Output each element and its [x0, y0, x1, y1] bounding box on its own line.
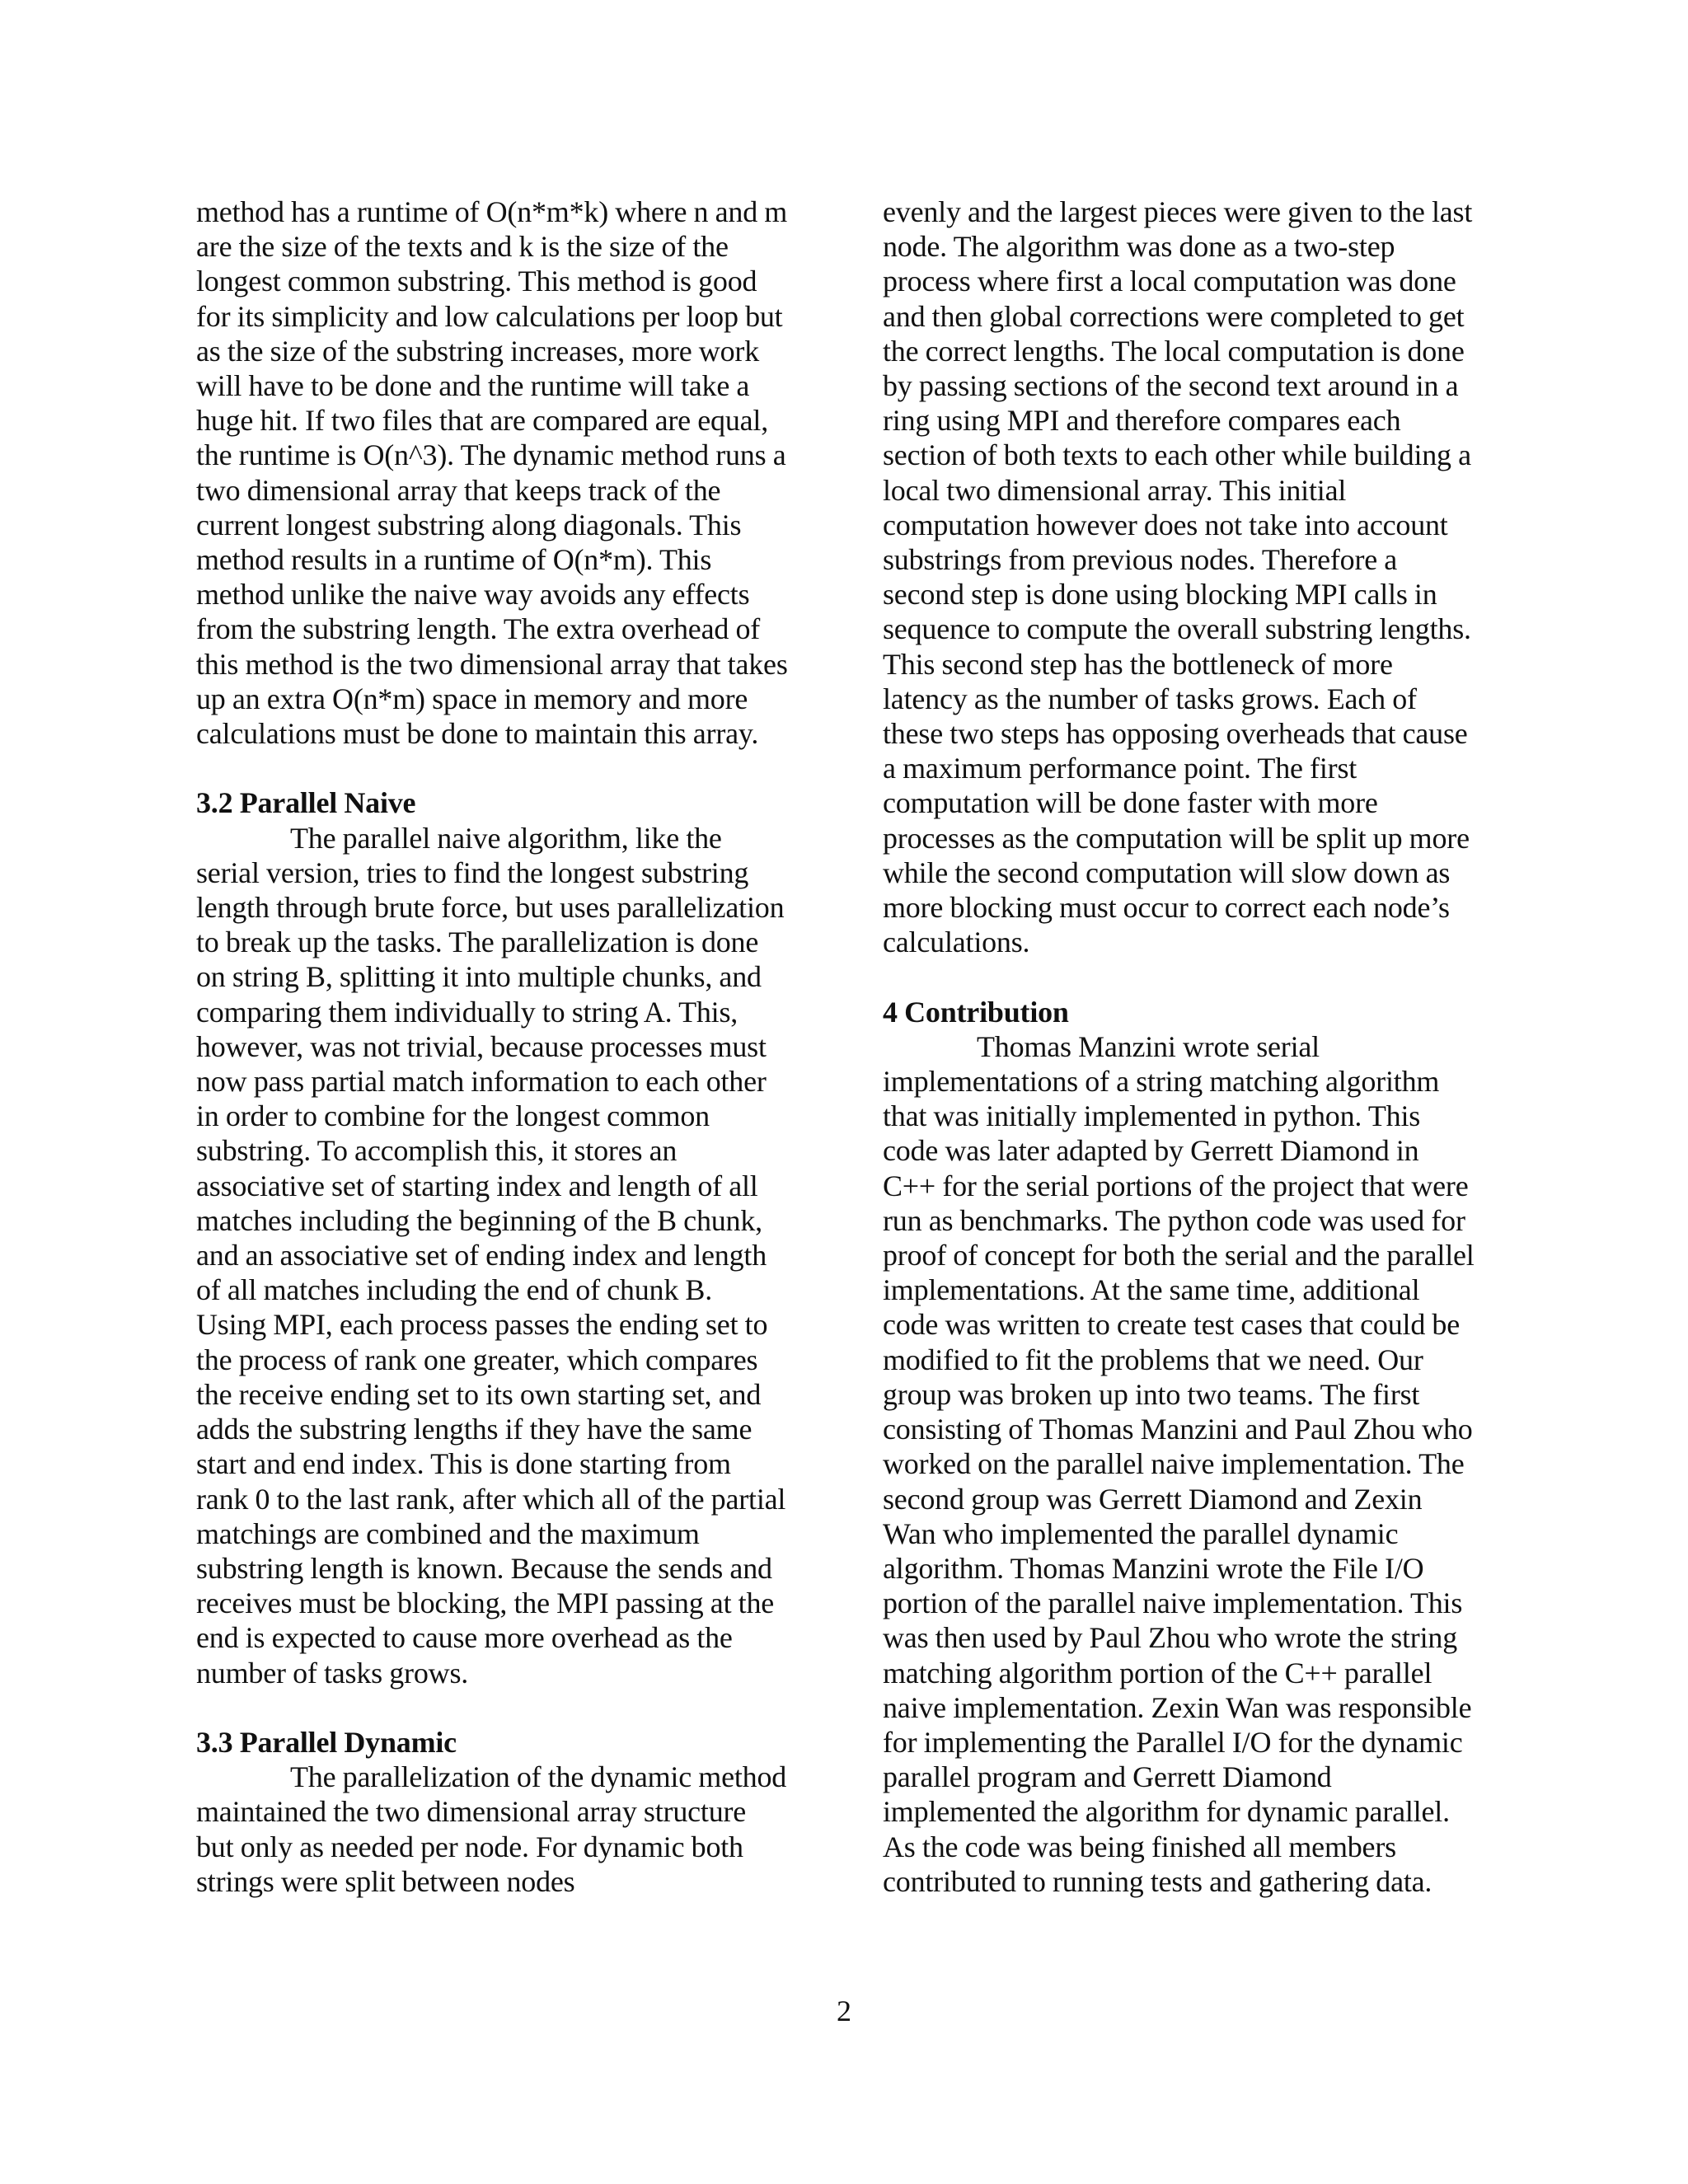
section-4-heading: 4 Contribution: [883, 995, 1069, 1029]
intro-paragraph: method has a runtime of O(n*m*k) where n and m are the size of the texts and k is the size of the longest common substring. This method is good for its simplicity and low calculations per loop but as the size of the substring increases, more work will have to be done and the runtime will take a huge hit. If two files that are compared are equal, the runtime is O(n^3). The dynamic method runs a two dimensional array that keeps track of the current longest substring along diagonals. This method results in a runtime of O(n*m). This method unlike the naive way avoids any effects from the substring length. The extra overhead of this method is the two dimensional array that takes up an extra O(n*m) space in memory and more calculations must be done to maintain this array.: [196, 195, 788, 751]
continued-paragraph: evenly and the largest pieces were given to the last node. The algorithm was done as a two-step process where first a local computation was done and then global corrections were completed to get the correct lengths. The local computation is done by passing sections of the second text around in a ring using MPI and therefore compares each section of both texts to each other while building a local two dimensional array. This initial computation however does not take into account substrings from previous nodes. Therefore a second step is done using blocking MPI calls in sequence to compute the overall substring lengths. This second step has the bottleneck of more latency as the number of tasks grows. Each of these two steps has opposing overheads that cause a maximum performance point. The first computation will be done faster with more processes as the computation will be split up more while the second computation will slow down as more blocking must occur to correct each node’s calculations.: [883, 195, 1473, 959]
section-3-3-heading: 3.3 Parallel Dynamic: [196, 1725, 457, 1759]
section-3-3-body: The parallelization of the dynamic method maintained the two dimensional array structure but only as needed per node. For dynamic both strings were split between nodes: [196, 1760, 787, 1898]
section-4-body: Thomas Manzini wrote serial implementations of a string matching algorithm that was initially implemented in python. This code was later adapted by Gerrett Diamond in C++ for the serial portions of the project that were run as benchmarks. The python code was used for proof of concept for both the serial and the parallel implementations. At the same time, additional code was written to create test cases that could be modified to fit the problems that we need. Our group was broken up into two teams. The first consisting of Thomas Manzini and Paul Zhou who worked on the parallel naive implementation. The second group was Gerrett Diamond and Zexin Wan who implemented the parallel dynamic algorithm. Thomas Manzini wrote the File I/O portion of the parallel naive implementation. This was then used by Paul Zhou who wrote the string matching algorithm portion of the C++ parallel naive implementation. Zexin Wan was responsible for implementing the Parallel I/O for the dynamic parallel program and Gerrett Diamond implemented the algorithm for dynamic parallel. As the code was being finished all members contributed to running tests and gathering data.: [883, 1029, 1475, 1898]
section-3-2-heading: 3.2 Parallel Naive: [196, 786, 416, 820]
paragraph-gap: [196, 1690, 788, 1725]
right-column: [883, 194, 1475, 1899]
paragraph-gap: [196, 751, 788, 785]
page-number: 2: [837, 1994, 851, 2027]
paragraph-gap: [883, 959, 1475, 994]
left-column: [196, 194, 788, 1899]
section-3-2-body: The parallel naive algorithm, like the serial version, tries to find the longest substring length through brute force, but uses parallelization to break up the tasks. The parallelization is done on string B, splitting it into multiple chunks, and comparing them individually to string A. This, however, was not trivial, because processes must now pass partial match information to each other in order to combine for the longest common substring. To accomplish this, it stores an associative set of starting index and length of all matches including the beginning of the B chunk, and an associative set of ending index and length of all matches including the end of chunk B. Using MPI, each process passes the ending set to the process of rank one greater, which compares the receive ending set to its own starting set, and adds the substring lengths if they have the same start and end index. This is done starting from rank 0 to the last rank, after which all of the partial matchings are combined and the maximum substring length is known. Because the sends and receives must be blocking, the MPI passing at the end is expected to cause more overhead as the number of tasks grows.: [196, 821, 786, 1690]
